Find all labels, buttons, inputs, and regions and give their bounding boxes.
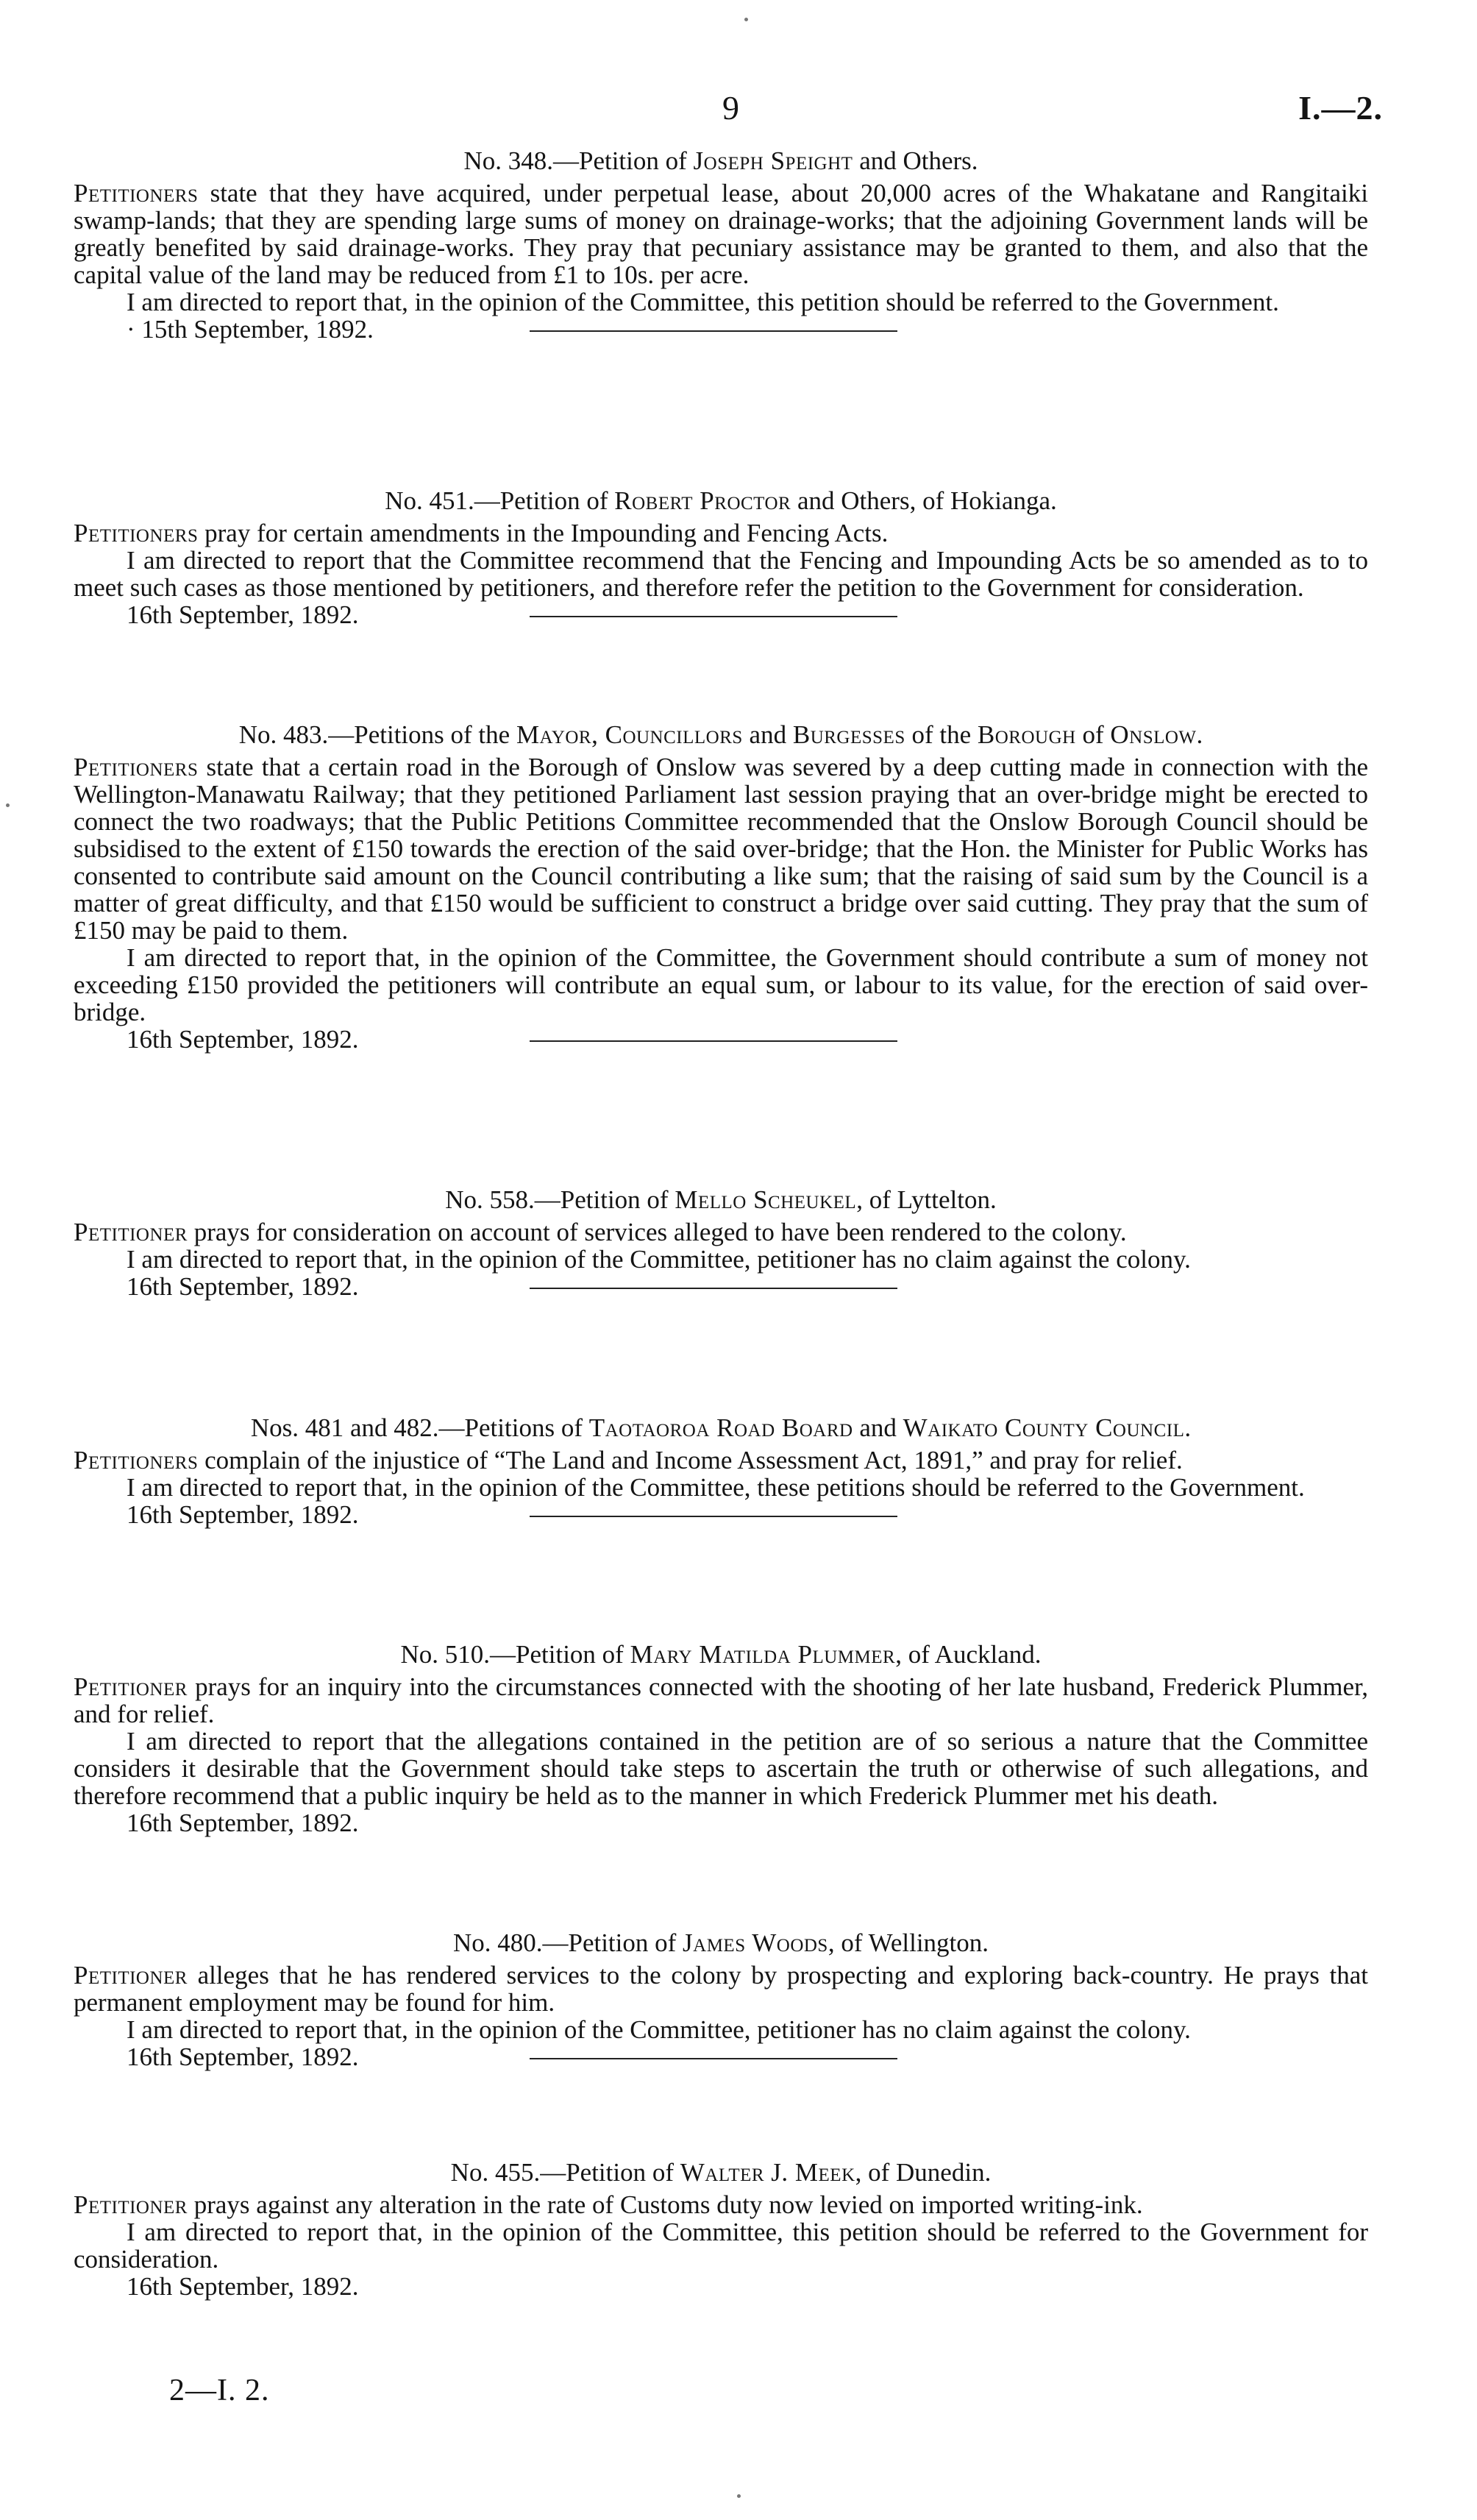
petition-558 [74,1185,1368,1300]
separator-rule [530,330,897,332]
separator-rule [530,1288,897,1289]
petition-heading: No. 480.—Petition of James Woods, of Wellington. [452,1928,989,1957]
petition-451 [74,486,1368,628]
petition-348 [74,146,1368,343]
petition-heading: Nos. 481 and 482.—Petitions of Taotaoroa Road Board and Waikato County Council. [250,1413,1192,1442]
report-date: 16th September, 1892. [127,1809,359,1837]
separator-rule [530,1516,897,1517]
committee-report: I am directed to report that, in the opinion of the Committee, these petitions should be referred to the Government. [127,1473,1305,1502]
committee-report: I am directed to report that, in the opinion of the Committee, the Government should contribute a sum of money not exceeding £150 provided the petitioners will contribute an equal sum, or labour to its value, for the erection of said over-bridge. [74,943,1368,1026]
petition-statement: Petitioners complain of the injustice of “The Land and Income Assessment Act, 1891,” and pray for relief. [74,1446,1183,1474]
petition-heading: No. 510.—Petition of Mary Matilda Plummer, of Auckland. [400,1640,1042,1669]
committee-report: I am directed to report that the allegations contained in the petition are of so serious a nature that the Committee considers it desirable that the Government should take steps to ascertain the truth or otherwise of such allegations, and therefore recommend that a public inquiry be held as to the manner in which Frederick Plummer met his death. [74,1727,1368,1810]
petition-statement: Petitioner prays for an inquiry into the circumstances connected with the shooting of her late husband, Frederick Plummer, and for relief. [74,1672,1368,1728]
petition-statement: Petitioners state that they have acquired, under perpetual lease, about 20,000 acres of the Whakatane and Rangitaiki swamp-lands; that they are spending large sums of money on drainage-works; that the adjoining Government lands will be greatly benefited by said drainage-works. They pray that pecuniary assistance may be granted to them, and also that the capital value of the land may be reduced from £1 to 10s. per acre. [74,179,1368,289]
print-speck [744,18,748,21]
report-date: 16th September, 1892. [74,2043,1368,2070]
report-date: 16th September, 1892. [127,2272,359,2301]
committee-report: I am directed to report that, in the opinion of the Committee, petitioner has no claim against the colony. [127,1245,1191,1274]
committee-report: I am directed to report that the Committee recommend that the Fencing and Impounding Acts be so amended as to to meet such cases as those mentioned by petitioners, and therefore refer the petition to the Government for consideration. [74,546,1368,602]
petition-heading: No. 451.—Petition of Robert Proctor and Others, of Hokianga. [385,486,1057,515]
petition-statement: Petitioners pray for certain amendments in the Impounding and Fencing Acts. [74,519,889,547]
report-date: 16th September, 1892. [74,1026,1368,1053]
report-date: 16th September, 1892. [74,1501,1368,1528]
report-date: 16th September, 1892. [74,1273,1368,1300]
committee-report: I am directed to report that, in the opinion of the Committee, this petition should be referred to the Government. [127,288,1279,316]
petition-heading: No. 558.—Petition of Mello Scheukel, of Lyttelton. [445,1185,997,1214]
petition-statement: Petitioner prays against any alteration in the rate of Customs duty now levied on imported writing-ink. [74,2190,1143,2219]
petition-455 [74,2157,1368,2300]
petition-481-482 [74,1413,1368,1528]
document-reference: I.—2. [1298,89,1383,127]
petition-statement: Petitioners state that a certain road in the Borough of Onslow was severed by a deep cutting made in connection with the Wellington-Manawatu Railway; that they petitioned Parliament last session praying that an over-bridge might be erected to connect the two roadways; that the Public Petitions Committee recommended that the Onslow Borough Council should be subsidised to the extent of £150 towards the erection of the said over-bridge; that the Hon. the Minister for Public Works has consented to contribute said amount on the Council contributing a like sum; that the raising of said sum by the Council is a matter of great difficulty, and that £150 would be sufficient to construct a bridge over said cutting. They pray that the sum of £150 may be paid to them. [74,753,1368,945]
petition-statement: Petitioner alleges that he has rendered services to the colony by prospecting and exploring back-country. He prays that permanent employment may be found for him. [74,1961,1368,2017]
separator-rule [530,2058,897,2059]
petition-510 [74,1639,1368,1836]
separator-rule [530,1040,897,1042]
committee-report: I am directed to report that, in the opinion of the Committee, this petition should be referred to the Government for consideration. [74,2218,1368,2274]
petition-statement: Petitioner prays for consideration on account of services alleged to have been rendered to the colony. [74,1218,1127,1246]
petition-480 [74,1928,1368,2070]
petition-483 [74,720,1368,1053]
petition-heading: No. 483.—Petitions of the Mayor, Councillors and Burgesses of the Borough of Onslow. [238,720,1203,749]
signature-mark: 2—I. 2. [169,2374,270,2407]
print-speck [737,2494,741,2498]
separator-rule [530,616,897,617]
print-speck [6,803,10,807]
petition-heading: No. 455.—Petition of Walter J. Meek, of Dunedin. [450,2158,992,2187]
report-date: 16th September, 1892. [74,601,1368,628]
committee-report: I am directed to report that, in the opinion of the Committee, petitioner has no claim against the colony. [127,2015,1191,2044]
report-date: · 15th September, 1892. [74,316,1368,343]
page-number: 9 [722,89,739,127]
petition-heading: No. 348.—Petition of Joseph Speight and Others. [463,146,978,175]
